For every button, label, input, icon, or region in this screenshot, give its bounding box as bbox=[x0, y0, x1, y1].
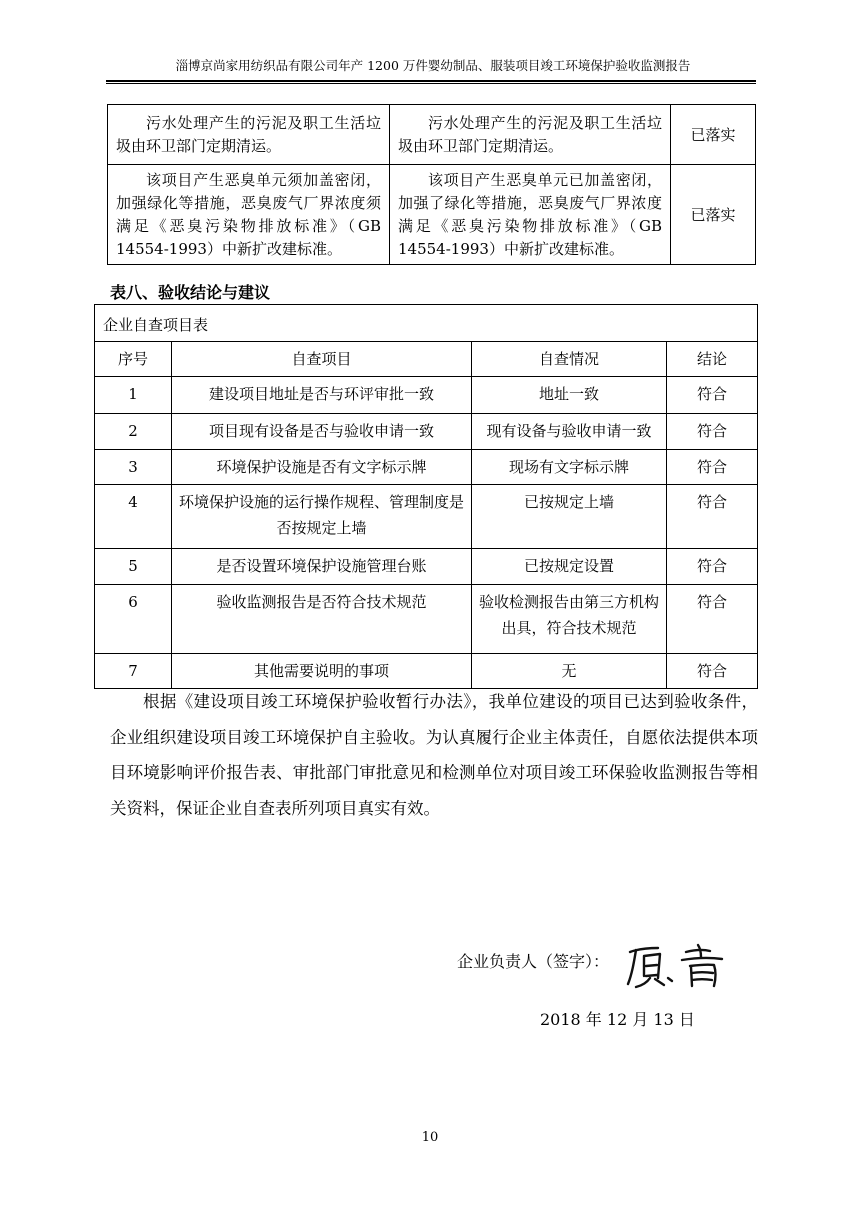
table-row bbox=[95, 549, 758, 585]
row-no: 5 bbox=[95, 549, 172, 585]
row-result: 符合 bbox=[667, 450, 758, 485]
section-title: 表八、验收结论与建议 bbox=[110, 283, 271, 302]
implementation-cell: 该项目产生恶臭单元已加盖密闭，加强了绿化等措施，恶臭废气厂界浓度满足《恶臭污染物排放标准》（GB 14554-1993）中新扩改建标准。 bbox=[390, 165, 671, 265]
table-row bbox=[95, 450, 758, 485]
status-cell: 已落实 bbox=[671, 105, 756, 165]
row-no: 7 bbox=[95, 654, 172, 689]
row-situation: 已按规定上墙 bbox=[472, 485, 667, 549]
header-rule-thick bbox=[106, 80, 756, 82]
row-situation: 地址一致 bbox=[472, 377, 667, 414]
table-row bbox=[95, 485, 758, 549]
column-header-item: 自查项目 bbox=[172, 342, 472, 377]
page-header: 淄博京尚家用纺织品有限公司年产 1200 万件婴幼制品、服装项目竣工环境保护验收监测报告 bbox=[175, 58, 691, 73]
status-cell: 已落实 bbox=[671, 165, 756, 265]
row-no: 6 bbox=[95, 585, 172, 654]
row-item: 其他需要说明的事项 bbox=[172, 654, 472, 689]
self-check-table bbox=[94, 304, 758, 689]
row-result: 符合 bbox=[667, 414, 758, 450]
row-result: 符合 bbox=[667, 585, 758, 654]
table-row bbox=[108, 105, 756, 165]
table-caption-row bbox=[95, 305, 758, 342]
page-number: 10 bbox=[421, 1130, 439, 1145]
row-item: 环境保护设施是否有文字标示牌 bbox=[172, 450, 472, 485]
header-rule-thin bbox=[106, 83, 756, 84]
row-no: 3 bbox=[95, 450, 172, 485]
column-header-result: 结论 bbox=[667, 342, 758, 377]
column-header-no: 序号 bbox=[95, 342, 172, 377]
table-row bbox=[95, 414, 758, 450]
row-item: 验收监测报告是否符合技术规范 bbox=[172, 585, 472, 654]
table-row bbox=[108, 165, 756, 265]
requirement-cell: 该项目产生恶臭单元须加盖密闭，加强绿化等措施，恶臭废气厂界浓度须满足《恶臭污染物排放标准》（GB 14554-1993）中新扩改建标准。 bbox=[108, 165, 390, 265]
requirement-cell: 污水处理产生的污泥及职工生活垃圾由环卫部门定期清运。 bbox=[108, 105, 390, 165]
row-situation: 已按规定设置 bbox=[472, 549, 667, 585]
row-situation: 现有设备与验收申请一致 bbox=[472, 414, 667, 450]
row-no: 4 bbox=[95, 485, 172, 549]
row-item: 项目现有设备是否与验收申请一致 bbox=[172, 414, 472, 450]
table-row bbox=[95, 377, 758, 414]
row-item: 环境保护设施的运行操作规程、管理制度是否按规定上墙 bbox=[172, 485, 472, 549]
row-result: 符合 bbox=[667, 485, 758, 549]
signature-date: 2018 年 12 月 13 日 bbox=[540, 1010, 695, 1029]
row-no: 1 bbox=[95, 377, 172, 414]
environmental-requirements-table bbox=[107, 104, 756, 265]
row-result: 符合 bbox=[667, 549, 758, 585]
row-situation: 验收检测报告由第三方机构出具，符合技术规范 bbox=[472, 585, 667, 654]
row-situation: 现场有文字标示牌 bbox=[472, 450, 667, 485]
implementation-cell: 污水处理产生的污泥及职工生活垃圾由环卫部门定期清运。 bbox=[390, 105, 671, 165]
row-no: 2 bbox=[95, 414, 172, 450]
handwritten-signature bbox=[624, 940, 736, 990]
row-item: 是否设置环境保护设施管理台账 bbox=[172, 549, 472, 585]
signature-label: 企业负责人（签字）： bbox=[457, 952, 610, 971]
row-situation: 无 bbox=[472, 654, 667, 689]
table-caption: 企业自查项目表 bbox=[95, 305, 758, 342]
table-header-row bbox=[95, 342, 758, 377]
row-result: 符合 bbox=[667, 377, 758, 414]
column-header-situation: 自查情况 bbox=[472, 342, 667, 377]
table-row bbox=[95, 585, 758, 654]
conclusion-paragraph: 根据《建设项目竣工环境保护验收暂行办法》，我单位建设的项目已达到验收条件，企业组织建设项目竣工环境保护自主验收。为认真履行企业主体责任，自愿依法提供本项目环境影响评价报告表、审批部门审批意见和检测单位对项目竣工环保验收监测报告等相关资料，保证企业自查表所列项目真实有效。 bbox=[110, 692, 758, 818]
row-item: 建设项目地址是否与环评审批一致 bbox=[172, 377, 472, 414]
row-result: 符合 bbox=[667, 654, 758, 689]
